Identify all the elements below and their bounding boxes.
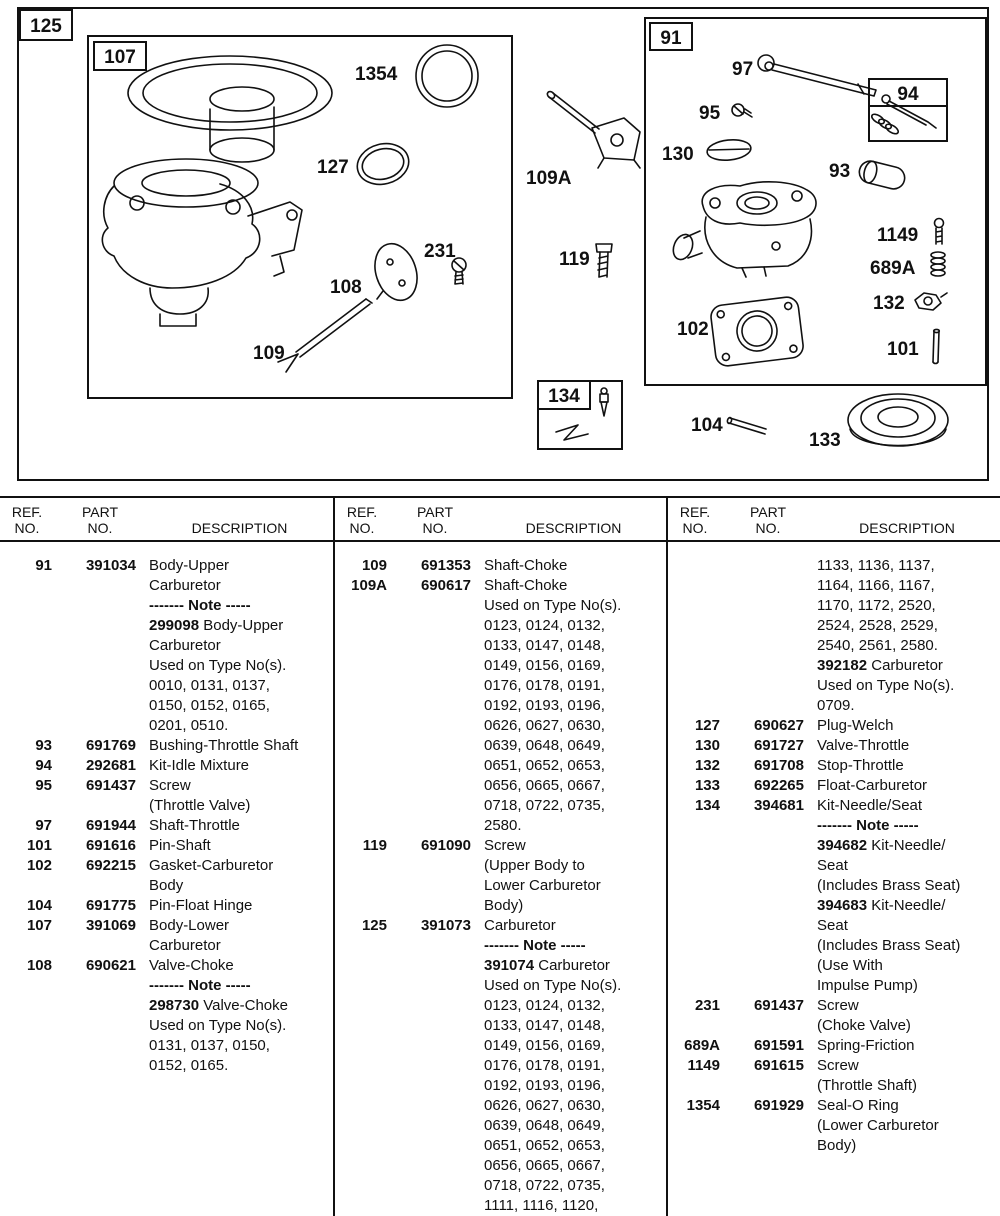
table-header [335, 498, 666, 542]
throttle-valve-130-drawing [706, 138, 752, 162]
description [146, 736, 333, 756]
parts-row [0, 816, 333, 836]
ref-header-line2: NO. [14, 520, 40, 536]
description [146, 836, 333, 856]
ref-no [668, 556, 722, 716]
ref-no: 132 [694, 757, 720, 774]
parts-row [0, 556, 333, 736]
description-line: Float-Carburetor [817, 777, 928, 794]
description-line: 1133, 1136, 1137, [817, 557, 935, 574]
description-line: (Upper Body to [484, 857, 585, 874]
description-line: (Throttle Valve) [149, 797, 251, 814]
ref-no: 94 [35, 757, 52, 774]
ref-no: 125 [361, 917, 387, 934]
description-line: Carburetor [484, 917, 556, 934]
description-header [481, 520, 666, 536]
parts-row [668, 1056, 1000, 1096]
parts-row [668, 776, 1000, 796]
description-line: 394683 Kit-Needle/ [817, 897, 946, 914]
ref-no: 101 [26, 837, 52, 854]
description-line: 0010, 0131, 0137, [149, 677, 270, 694]
description [814, 796, 1000, 996]
parts-row [668, 1036, 1000, 1056]
ref-no: 102 [26, 857, 52, 874]
description-line: (Throttle Shaft) [817, 1077, 918, 1094]
description-line: 394682 Kit-Needle/ [817, 837, 946, 854]
parts-row [335, 916, 666, 1216]
description-header [814, 520, 1000, 536]
description-line: 1111, 1116, 1120, [484, 1197, 599, 1214]
part-no: 691775 [85, 897, 136, 914]
description-line: Carburetor [149, 637, 221, 654]
choke-valve-108-drawing [368, 238, 424, 306]
part-header-line2: NO. [87, 520, 113, 536]
description-line: 0656, 0665, 0667, [484, 777, 605, 794]
description-line: 0123, 0124, 0132, [484, 617, 605, 634]
description-line: 2540, 2561, 2580. [817, 637, 938, 654]
shaft-97-drawing [758, 55, 876, 96]
callout-109a: 109A [526, 168, 572, 189]
part-no: 691437 [85, 777, 136, 794]
pin-101-drawing [933, 329, 939, 363]
description-line: 0651, 0652, 0653, [484, 1137, 605, 1154]
part-no: 691929 [753, 1097, 804, 1114]
description-line: (Includes Brass Seat) [817, 877, 961, 894]
description-line: 2580. [484, 817, 522, 834]
description-line: Body) [817, 1137, 857, 1154]
description-line: 0176, 0178, 0191, [484, 1057, 605, 1074]
parts-row [0, 856, 333, 896]
description-line: 0131, 0137, 0150, [149, 1037, 270, 1054]
part-no: 691944 [85, 817, 136, 834]
description-line: (Lower Carburetor [817, 1117, 939, 1134]
description-line: Shaft-Choke [484, 577, 568, 594]
description-line: ------- Note ----- [149, 597, 251, 614]
description-line: 0709. [817, 697, 855, 714]
callout-127: 127 [317, 157, 349, 178]
description-line: 1170, 1172, 2520, [817, 597, 936, 614]
description-line: 0149, 0156, 0169, [484, 657, 605, 674]
description-header [146, 520, 333, 536]
ref-no: 104 [26, 897, 52, 914]
description [814, 756, 1000, 776]
callout-119: 119 [559, 249, 590, 270]
part-no: 391073 [420, 917, 471, 934]
part-no: 292681 [85, 757, 136, 774]
callout-689a: 689A [870, 258, 916, 279]
description-line: ------- Note ----- [484, 937, 586, 954]
part-no: 690621 [85, 957, 136, 974]
ref-no: 231 [694, 997, 720, 1014]
callout-1354: 1354 [355, 64, 398, 85]
part-no-header [54, 504, 146, 536]
parts-row [0, 736, 333, 756]
ref-no: 133 [694, 777, 720, 794]
description-line: Kit-Needle/Seat [817, 797, 923, 814]
ref-no: 108 [26, 957, 52, 974]
spring-689a-drawing [931, 252, 945, 276]
part-no: 391069 [85, 917, 136, 934]
cylinder-93-drawing [857, 159, 907, 191]
figure-label: 125 [30, 16, 62, 37]
ref-no-header [0, 504, 54, 536]
callout-104: 104 [691, 415, 723, 436]
description [481, 916, 666, 1216]
description-line: Carburetor [149, 577, 221, 594]
ref-no: 119 [362, 837, 387, 854]
description-line: 0176, 0178, 0191, [484, 677, 605, 694]
callout-130: 130 [662, 144, 694, 165]
screw-119-drawing [596, 244, 612, 277]
gasket-102-drawing [710, 296, 805, 367]
part-no: 394681 [753, 797, 804, 814]
part-no: 691616 [85, 837, 136, 854]
part-no-header [389, 504, 481, 536]
parts-row [668, 716, 1000, 736]
parts-table-col-3 [666, 498, 1000, 1216]
table-body [335, 542, 666, 1216]
description-line: Gasket-Carburetor [149, 857, 274, 874]
parts-row [335, 836, 666, 916]
ref-no: 127 [694, 717, 720, 734]
description-line: Shaft-Choke [484, 557, 568, 574]
parts-row [668, 756, 1000, 776]
inset-label-94: 94 [897, 84, 919, 105]
part-no: 692265 [753, 777, 804, 794]
welch-plug-127-drawing [353, 138, 413, 189]
description [814, 1056, 1000, 1096]
float-133-drawing [848, 394, 948, 446]
inset-label-91: 91 [660, 28, 682, 49]
shaft-109-drawing [278, 299, 372, 372]
ref-no: 689A [684, 1037, 720, 1054]
callout-95: 95 [699, 103, 721, 124]
description [146, 756, 333, 776]
ref-header-line1: REF. [346, 504, 378, 520]
description-line: Stop-Throttle [817, 757, 904, 774]
description-line: Kit-Idle Mixture [149, 757, 250, 774]
description-line: 0639, 0648, 0649, [484, 737, 605, 754]
table-body [668, 542, 1000, 1156]
parts-row [0, 836, 333, 856]
description-line: Screw [817, 1057, 859, 1074]
description [146, 856, 333, 896]
description-line: Valve-Choke [149, 957, 234, 974]
ref-no: 134 [694, 797, 720, 814]
part-header-line1: PART [749, 504, 787, 520]
description-line: Pin-Float Hinge [149, 897, 253, 914]
description-line: 0133, 0147, 0148, [484, 1017, 605, 1034]
description-line: (Use With [817, 957, 883, 974]
parts-row [668, 796, 1000, 996]
description-line: 0201, 0510. [149, 717, 229, 734]
description [481, 556, 666, 576]
description-line: (Includes Brass Seat) [817, 937, 961, 954]
description-line: Carburetor [149, 937, 221, 954]
table-header [668, 498, 1000, 542]
ref-no: 95 [35, 777, 52, 794]
description [814, 1096, 1000, 1156]
description [481, 836, 666, 916]
part-no: 391034 [85, 557, 136, 574]
parts-row [0, 756, 333, 776]
description-line: 0656, 0665, 0667, [484, 1157, 605, 1174]
screw-1149-drawing [935, 219, 944, 245]
callout-1149: 1149 [877, 225, 919, 246]
description-line: 1164, 1166, 1167, [817, 577, 935, 594]
ref-header-line1: REF. [679, 504, 711, 520]
description [814, 776, 1000, 796]
description [146, 776, 333, 816]
part-no: 691708 [753, 757, 804, 774]
part-no: 691615 [753, 1057, 804, 1074]
description-line: 0152, 0165. [149, 1057, 229, 1074]
description-line: Used on Type No(s). [484, 977, 622, 994]
parts-table-col-1 [0, 498, 333, 1216]
upper-carburetor-drawing [102, 56, 332, 326]
description [814, 716, 1000, 736]
description-line: 0639, 0648, 0649, [484, 1117, 605, 1134]
part-no [722, 556, 814, 716]
part-header-line2: NO. [755, 520, 781, 536]
callout-231: 231 [424, 241, 456, 262]
part-no-header [722, 504, 814, 536]
part-no: 691437 [753, 997, 804, 1014]
description-line: 2524, 2528, 2529, [817, 617, 938, 634]
description-line: 0192, 0193, 0196, [484, 1077, 605, 1094]
parts-row [668, 1096, 1000, 1156]
description-line: Plug-Welch [817, 717, 894, 734]
stop-132-drawing [915, 293, 947, 310]
screw-95-drawing [732, 104, 752, 117]
description-line: 0192, 0193, 0196, [484, 697, 605, 714]
ref-no: 107 [26, 917, 52, 934]
description [481, 576, 666, 836]
callout-133: 133 [809, 430, 841, 451]
parts-table-col-2 [333, 498, 666, 1216]
description-line: Seal-O Ring [817, 1097, 899, 1114]
description-line: Spring-Friction [817, 1037, 915, 1054]
description-line: (Choke Valve) [817, 1017, 911, 1034]
description [814, 556, 1000, 716]
figure-frame [18, 8, 988, 480]
part-no: 691727 [753, 737, 804, 754]
parts-row [0, 776, 333, 816]
description-line: 0123, 0124, 0132, [484, 997, 605, 1014]
description-line: Body-Lower [149, 917, 230, 934]
parts-row [0, 896, 333, 916]
ref-header-line2: NO. [682, 520, 708, 536]
description-header-text: DESCRIPTION [191, 520, 288, 536]
ref-header-line2: NO. [349, 520, 375, 536]
carburetor-body-91-drawing [670, 182, 816, 277]
description-line: 392182 Carburetor [817, 657, 943, 674]
description [814, 1036, 1000, 1056]
description [814, 736, 1000, 756]
ref-no-header [668, 504, 722, 536]
shaft-109a-drawing [546, 90, 640, 168]
pin-104-drawing [727, 417, 766, 434]
part-no: 691353 [420, 557, 471, 574]
description-line: Used on Type No(s). [484, 597, 622, 614]
parts-row [668, 556, 1000, 716]
description-line: Seat [817, 917, 848, 934]
description-line: ------- Note ----- [149, 977, 251, 994]
ref-no: 109A [351, 577, 387, 594]
description-line: 0626, 0627, 0630, [484, 717, 605, 734]
description-line: Screw [817, 997, 859, 1014]
part-no: 690627 [753, 717, 804, 734]
description [814, 996, 1000, 1036]
callout-109: 109 [253, 343, 285, 364]
callout-93: 93 [829, 161, 851, 182]
callout-102: 102 [677, 319, 709, 340]
callout-132: 132 [873, 293, 905, 314]
parts-row [335, 576, 666, 836]
inset-label-134: 134 [548, 386, 580, 407]
description [146, 556, 333, 736]
parts-row [335, 556, 666, 576]
description [146, 816, 333, 836]
description-line: 391074 Carburetor [484, 957, 610, 974]
description-line: 299098 Body-Upper [149, 617, 284, 634]
ref-no: 130 [694, 737, 720, 754]
callout-101: 101 [887, 339, 919, 360]
description [146, 916, 333, 956]
description-line: Pin-Shaft [149, 837, 211, 854]
description-line: Lower Carburetor [484, 877, 601, 894]
ref-no: 97 [35, 817, 52, 834]
part-header-line1: PART [81, 504, 119, 520]
description-line: ------- Note ----- [817, 817, 919, 834]
parts-row [668, 736, 1000, 756]
part-no: 690617 [420, 577, 471, 594]
description-line: 0718, 0722, 0735, [484, 797, 605, 814]
part-no: 691090 [420, 837, 471, 854]
description-line: 0651, 0652, 0653, [484, 757, 605, 774]
inset-label-107: 107 [104, 47, 136, 68]
description-line: Used on Type No(s). [817, 677, 955, 694]
ref-no-header [335, 504, 389, 536]
description-line: Shaft-Throttle [149, 817, 240, 834]
description-line: 298730 Valve-Choke [149, 997, 288, 1014]
description-line: Used on Type No(s). [149, 1017, 287, 1034]
parts-row [0, 956, 333, 1076]
description-header-text: DESCRIPTION [859, 520, 955, 536]
parts-row [0, 916, 333, 956]
description-line: Screw [484, 837, 526, 854]
description-line: Impulse Pump) [817, 977, 918, 994]
ref-no: 109 [361, 557, 387, 574]
ref-header-line1: REF. [11, 504, 43, 520]
part-no: 691769 [85, 737, 136, 754]
parts-row [668, 996, 1000, 1036]
description-line: 0718, 0722, 0735, [484, 1177, 605, 1194]
callout-97: 97 [732, 59, 754, 80]
description-line: Seat [817, 857, 848, 874]
description-line: Used on Type No(s). [149, 657, 287, 674]
o-ring-1354-drawing [416, 45, 478, 107]
table-body [0, 542, 333, 1076]
table-header [0, 498, 333, 542]
ref-no: 1354 [686, 1097, 720, 1114]
description [146, 896, 333, 916]
description-line: 0149, 0156, 0169, [484, 1037, 605, 1054]
description-line: Valve-Throttle [817, 737, 910, 754]
part-header-line2: NO. [422, 520, 448, 536]
part-no: 692215 [85, 857, 136, 874]
description-line: Body) [484, 897, 524, 914]
parts-table [0, 496, 1000, 1214]
part-no: 691591 [753, 1037, 804, 1054]
description-line: 0133, 0147, 0148, [484, 637, 605, 654]
ref-no: 91 [35, 557, 52, 574]
description-line: 0626, 0627, 0630, [484, 1097, 605, 1114]
callout-108: 108 [330, 277, 362, 298]
parts-diagram [0, 0, 1000, 494]
ref-no: 1149 [687, 1057, 720, 1074]
description-line: Body [149, 877, 184, 894]
description-line: Bushing-Throttle Shaft [149, 737, 299, 754]
description-header-text: DESCRIPTION [525, 520, 622, 536]
description [146, 956, 333, 1076]
ref-no: 93 [35, 737, 52, 754]
description-line: Body-Upper [149, 557, 230, 574]
part-header-line1: PART [416, 504, 454, 520]
description-line: Screw [149, 777, 191, 794]
description-line: 0150, 0152, 0165, [149, 697, 270, 714]
